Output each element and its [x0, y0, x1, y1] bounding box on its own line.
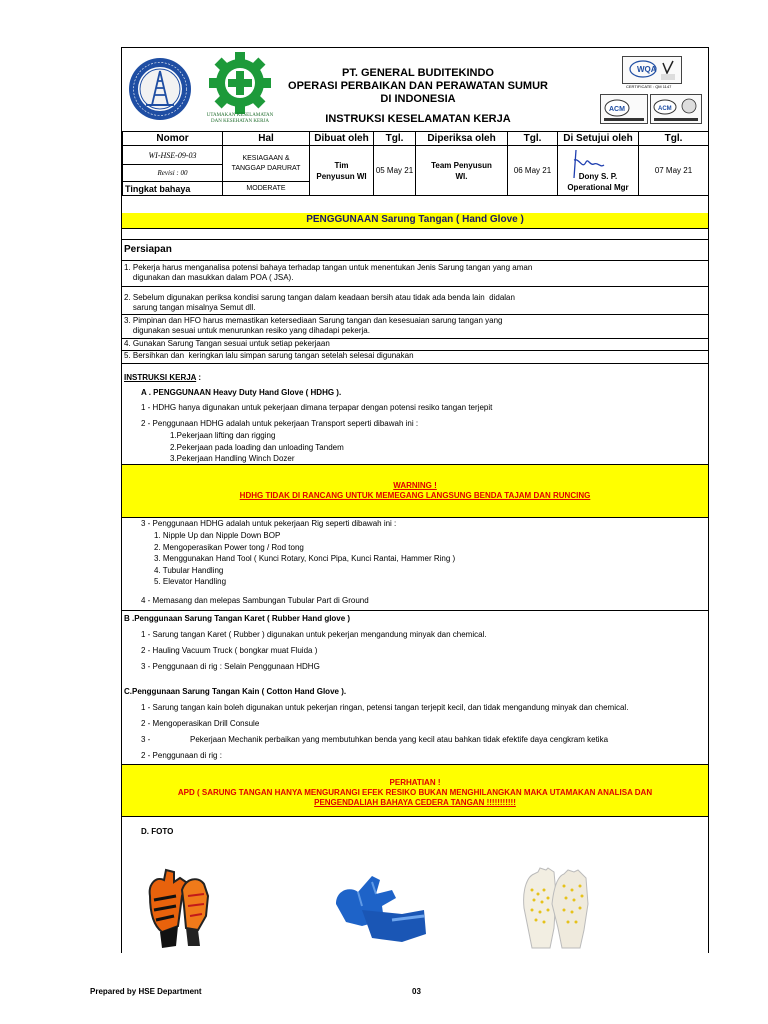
section-c-item-3 [122, 735, 708, 745]
instruksi-kerja-section [122, 373, 708, 383]
section-a-item-3-sub-1: 1. Nipple Up dan Nipple Down BOP [154, 531, 281, 540]
section-c-title: C.Penggunaan Sarung Tangan Kain ( Cotton Hand Glove ). [124, 687, 347, 696]
document-metadata-table [122, 131, 708, 196]
document-page [121, 47, 709, 953]
section-a-item-2-list [122, 430, 708, 465]
svg-text:WQA: WQA [637, 65, 657, 74]
title-bar [122, 213, 708, 229]
document-subject: PENGGUNAAN Sarung Tangan ( Hand Glove ) [306, 214, 524, 225]
persiapan-item-2 [122, 288, 708, 315]
section-b-item-1: 1 - Sarung tangan Karet ( Rubber ) digunakan untuk pekerjan mengandung minyak dan chemical. [141, 630, 487, 639]
location-title: DI INDONESIA [380, 93, 456, 105]
section-b-item-3: 3 - Penggunaan di rig : Selain Penggunaan HDHG [141, 662, 320, 671]
hal-value [223, 146, 310, 182]
section-c-item-3-number: 3 - [141, 735, 151, 744]
section-c-item-1: 1 - Sarung tangan kain boleh digunakan untuk pekerjan ringan, petensi tangan terjepit kecil, dan tidak mengandung minyak dan chemical. [141, 703, 629, 712]
tgl-dibuat-value: 05 May 21 [374, 146, 416, 196]
persiapan-heading: Persiapan [124, 244, 172, 255]
tgl-disetujui-value: 07 May 21 [639, 146, 709, 196]
svg-text:ACM: ACM [658, 106, 672, 112]
k3-caption-line1: UTAMAKAN KESELAMATAN [206, 113, 274, 118]
footer-prepared-by: Prepared by HSE Department [90, 987, 202, 996]
persiapan-item-3-line1: 3. Pimpinan dan HFO harus memastikan ketersediaan Sarung tangan dan kesesuaian sarung tangan yang [124, 316, 503, 325]
dibuat-line1: Tim [334, 160, 349, 170]
document-number: WI-HSE-09-03 [123, 146, 223, 165]
section-a-item-3-sub-4: 4. Tubular Handling [154, 565, 224, 575]
k3-gear-cross-logo [200, 52, 280, 114]
rubber-glove-photo [332, 864, 430, 950]
approver-title: Operational Mgr [567, 183, 629, 192]
warning-text: HDHG TIDAK DI RANCANG UNTUK MEMEGANG LANGSUNG BENDA TAJAM DAN RUNCING [239, 491, 591, 500]
section-a-item-3-sub-3: 3. Menggunakan Hand Tool ( Kunci Rotary, Konci Pipa, Kunci Rantai, Hammer Ring ) [154, 554, 456, 563]
dibuat-oleh-value [310, 146, 374, 196]
divider [122, 610, 708, 611]
section-c-item-3-text: Pekerjaan Mechanik perbaikan yang membutuhkan benda yang kecil atau bahkan tidak efektife daya cengkram ketika [190, 735, 609, 744]
tgl-diperiksa-value: 06 May 21 [508, 146, 558, 196]
header-dibuat-oleh: Dibuat oleh [310, 132, 374, 146]
section-c-item-2: 2 - Mengoperasikan Drill Consule [141, 719, 260, 728]
persiapan-item-4-line1: 4. Gunakan Sarung Tangan sesuai untuk setiap pekerjaan [124, 339, 330, 348]
header-disetujui-oleh: Di Setujui oleh [558, 132, 639, 146]
diperiksa-line1: Team Penyusun [431, 160, 492, 170]
approver-name: Dony S. P. [578, 172, 618, 181]
header-nomor: Nomor [123, 132, 223, 146]
dibuat-line2: Penyusun WI [316, 171, 367, 181]
cert-number: CERTIFICATE : QM 1147 [626, 84, 672, 89]
persiapan-item-5-line1: 5. Bersihkan dan keringkan lalu simpan sarung tangan setelah selesai digunakan [124, 351, 414, 360]
acm-cert-badge-1 [600, 94, 648, 124]
footer-page-number: 03 [412, 987, 421, 996]
operation-title: OPERASI PERBAIKAN DAN PERAWATAN SUMUR [288, 80, 548, 92]
header-diperiksa-oleh: Diperiksa oleh [416, 132, 508, 146]
document-header [122, 48, 708, 132]
section-b-title: B .Penggunaan Sarung Tangan Karet ( Rubber Hand glove ) [124, 614, 351, 623]
section-a-title: A . PENGGUNAAN Heavy Duty Hand Glove ( HDHG ). [141, 388, 342, 397]
certification-logos [598, 54, 704, 126]
cotton-glove-photo [518, 864, 594, 950]
disetujui-oleh-value [558, 146, 639, 196]
heavy-duty-glove-photo [142, 866, 216, 950]
tingkat-bahaya-label: Tingkat bahaya [123, 182, 223, 196]
header-hal: Hal [223, 132, 310, 146]
perhatian-line1: APD ( SARUNG TANGAN HANYA MENGURANGI EFEK RESIKO BUKAN MENGHILANGKAN MAKA UTAMAKAN ANALISA DAN [177, 788, 653, 797]
section-a-item-3: 3 - Penggunaan HDHG adalah untuk pekerjaan Rig seperti dibawah ini : [141, 519, 397, 528]
persiapan-item-4 [122, 339, 708, 351]
perhatian-title: PERHATIAN ! [389, 778, 441, 787]
warning-title: WARNING ! [393, 481, 437, 490]
warning-box [122, 465, 708, 518]
instruksi-heading-line [122, 373, 708, 383]
section-a-item-3-sub-5: 5. Elevator Handling [154, 577, 227, 586]
section-d-title: D. FOTO [141, 827, 174, 836]
header-tgl-1: Tgl. [374, 132, 416, 146]
revision-number: Revisi : 00 [123, 165, 223, 182]
hal-line1: KESIAGAAN & [242, 154, 290, 162]
persiapan-item-1-line2: digunakan dan masukkan dalam POA ( JSA). [124, 273, 294, 282]
section-b-item-2: 2 - Hauling Vacuum Truck ( bongkar muat Fluida ) [141, 646, 318, 655]
company-title-block [282, 67, 554, 106]
diperiksa-line2: WI. [455, 171, 468, 181]
persiapan-item-3-line2: digunakan sesuai untuk menurunkan resiko yang dihadapi pekerja. [124, 326, 370, 335]
persiapan-item-2-line1: 2. Sebelum digunakan periksa kondisi sarung tangan dalam keadaan bersih atau tidak ada benda lain didalan [124, 293, 515, 302]
perhatian-line2-text: PENGENDALIAH BAHAYA CEDERA TANGAN !!!!!!!!!!! [314, 798, 516, 807]
section-a-item-4: 4 - Memasang dan melepas Sambungan Tubular Part di Ground [141, 596, 369, 605]
persiapan-item-5 [122, 351, 708, 364]
section-a-item-2: 2 - Penggunaan HDHG adalah untuk pekerjaan Transport seperti dibawah ini : [141, 419, 419, 428]
spacer-row [122, 229, 708, 240]
section-a-item-2-sub-1: 1.Pekerjaan lifting dan rigging [170, 431, 276, 440]
section-a-item-2-sub-2: 2.Pekerjaan pada loading dan unloading Tandem [170, 442, 344, 452]
tingkat-bahaya-value: MODERATE [223, 182, 310, 196]
section-a-item-1: 1 - HDHG hanya digunakan untuk pekerjaan dimana terpapar dengan potensi resiko tangan terjepit [141, 403, 493, 412]
svg-text:ACM: ACM [609, 106, 625, 113]
diperiksa-oleh-value [416, 146, 508, 196]
persiapan-item-1-line1: 1. Pekerja harus menganalisa potensi bahaya terhadap tangan untuk menentukan Jenis Sarung tangan yang aman [124, 263, 533, 272]
section-a-item-2-sub-3: 3.Pekerjaan Handling Winch Dozer [170, 454, 295, 463]
perhatian-line2 [122, 798, 708, 808]
instruksi-heading-suffix: : [196, 373, 202, 382]
document-type: INSTRUKSI KESELAMATAN KERJA [325, 113, 511, 125]
header-tgl-2: Tgl. [508, 132, 558, 146]
instruksi-heading: INSTRUKSI KERJA [124, 373, 197, 382]
perhatian-box [122, 765, 708, 817]
hal-line2: TANGGAP DARURAT [231, 164, 301, 172]
persiapan-item-1 [122, 261, 708, 287]
persiapan-section-header [122, 240, 708, 261]
k3-caption-line2: DAN KESEHATAN KERJA [211, 119, 269, 124]
company-name: PT. GENERAL BUDITEKINDO [342, 67, 494, 79]
header-tgl-3: Tgl. [639, 132, 709, 146]
acm-cert-badge-2 [650, 94, 702, 124]
section-c-item-4: 2 - Penggunaan di rig : [141, 751, 222, 760]
section-a-item-3-sub-2: 2. Mengoperasikan Power tong / Rod tong [154, 542, 304, 552]
section-a-item-3-list [122, 530, 708, 588]
persiapan-item-3 [122, 316, 708, 339]
wqa-cert-badge [622, 56, 682, 84]
safety-seal-logo [128, 57, 192, 121]
persiapan-item-2-line2: sarung tangan misalnya Semut dll. [124, 303, 256, 312]
k3-logo-caption [197, 113, 283, 125]
